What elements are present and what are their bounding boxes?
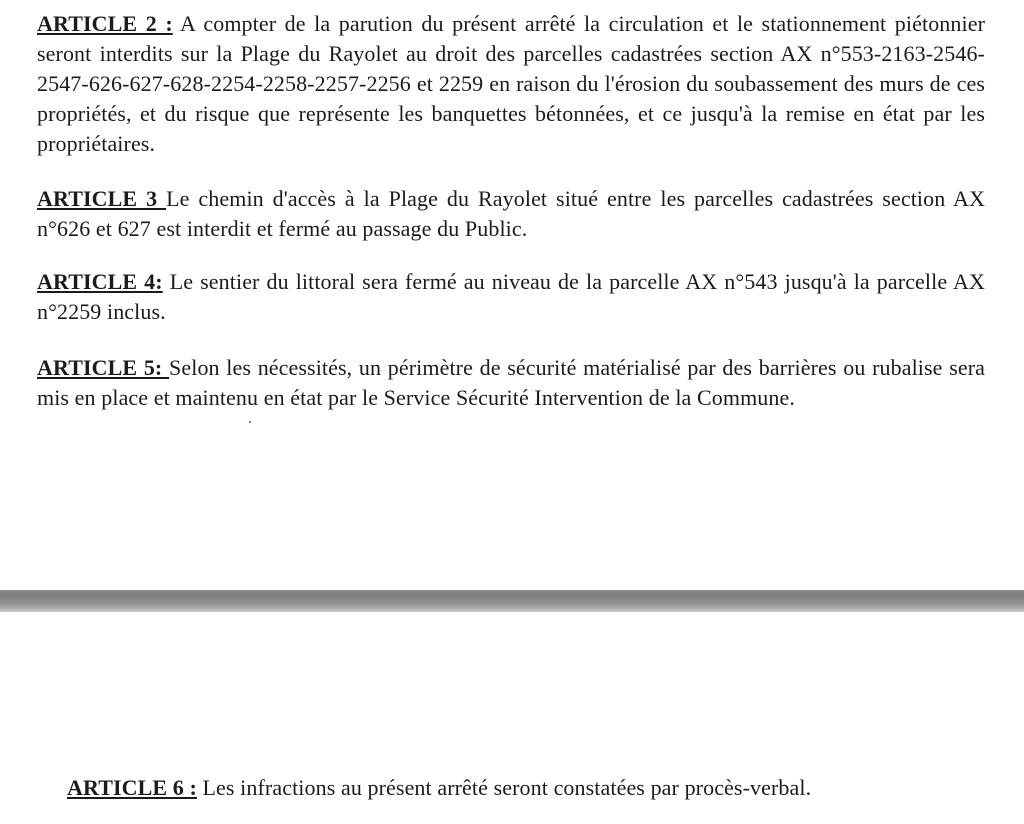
article-6-text: Les infractions au présent arrêté seront constatées par procès-verbal.: [196, 775, 812, 800]
article-2-text: A compter de la parution du présent arrêté la circulation et le stationnement piétonnier seront interdits sur la Plage du Rayolet au droit des parcelles cadastrées section AX n°553-2163-2546-2547-626-627-628-2254-2258-2257-2256 et 2259 en raison du l'érosion du soubassement des murs de ces propriétés, et du risque que représente les banquettes bétonnées, et ce jusqu'à la remise en état par les propriétaires.: [37, 11, 985, 156]
article-3-label: ARTICLE 3: [37, 186, 167, 211]
article-4: [37, 267, 985, 327]
article-3-text: Le chemin d'accès à la Plage du Rayolet situé entre les parcelles cadastrées section AX n°626 et 627 est interdit et fermé au passage du Public.: [37, 186, 985, 241]
article-2-label: ARTICLE 2 :: [37, 11, 173, 36]
article-5-text: Selon les nécessités, un périmètre de sécurité matérialisé par des barrières ou rubalise sera mis en place et maintenu en état par le Service Sécurité Intervention de la Commune.: [37, 355, 986, 410]
article-4-label: ARTICLE 4:: [37, 269, 163, 294]
article-5: [37, 353, 985, 413]
article-3: [37, 184, 985, 244]
scan-speck: [249, 421, 251, 423]
article-6-label: ARTICLE 6 :: [67, 775, 197, 800]
article-6: [67, 773, 967, 803]
article-4-text: Le sentier du littoral sera fermé au niveau de la parcelle AX n°543 jusqu'à la parcelle AX n°2259 inclus.: [37, 269, 985, 324]
article-2: [37, 9, 985, 159]
page-separator: [0, 590, 1024, 612]
article-5-label: ARTICLE 5:: [37, 355, 170, 380]
